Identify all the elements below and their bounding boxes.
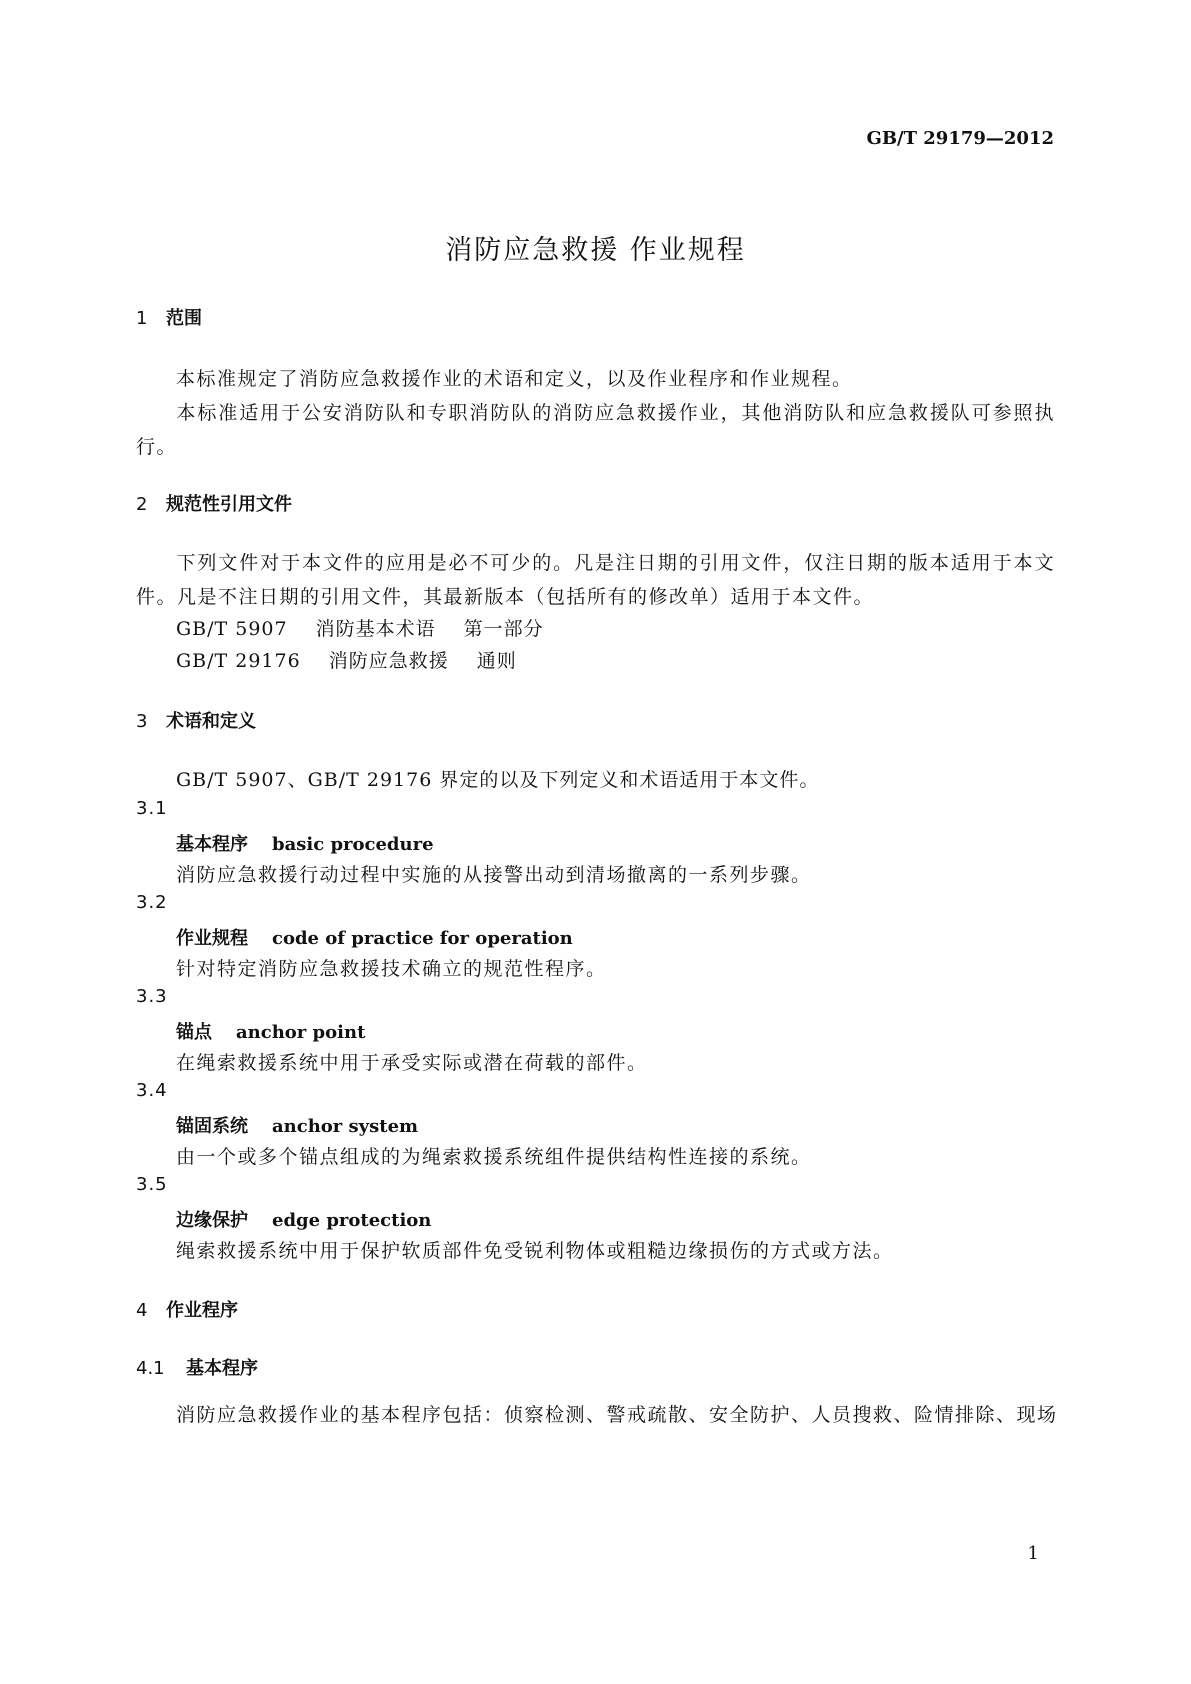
paragraph-text: 下列文件对于本文件的应用是必不可少的。凡是注日期的引用文件，仅注日期的版本适用于本文件。凡是不注日期的引用文件，其最新版本（包括所有的修改单）适用于本文件。: [136, 552, 1055, 608]
section-1-heading: [136, 304, 202, 330]
term-en: anchor point: [236, 1022, 366, 1043]
term-zh: 锚固系统: [176, 1116, 248, 1137]
term-definition: 绳索救援系统中用于保护软质部件免受锐利物体或粗糙边缘损伤的方式或方法。: [176, 1240, 894, 1262]
term-zh: 边缘保护: [176, 1210, 248, 1231]
term-en: code of practice for operation: [272, 928, 573, 949]
term-number: 3.4: [136, 1080, 168, 1101]
term-number: 3.2: [136, 892, 168, 913]
reference-code: GB/T 29176: [176, 650, 301, 672]
subsection-4-1-paragraph: 消防应急救援作业的基本程序包括：侦察检测、警戒疏散、安全防护、人员搜救、险情排除、现场: [176, 1404, 1058, 1426]
subsection-number: 4.1: [136, 1358, 165, 1379]
section-3-intro: GB/T 5907、GB/T 29176 界定的以及下列定义和术语适用于本文件。: [176, 769, 820, 791]
section-number: 1: [136, 308, 148, 329]
term-en: basic procedure: [272, 834, 434, 855]
paragraph-text: 本标准适用于公安消防队和专职消防队的消防应急救援作业，其他消防队和应急救援队可参照执行。: [136, 402, 1055, 458]
term-zh: 作业规程: [176, 928, 248, 949]
term-definition: 由一个或多个锚点组成的为绳索救援系统组件提供结构性连接的系统。: [176, 1146, 812, 1168]
term-definition: 在绳索救援系统中用于承受实际或潜在荷载的部件。: [176, 1052, 648, 1074]
reference-part: 第一部分: [463, 618, 544, 640]
section-1-paragraph-2: [136, 396, 1055, 464]
section-title: 作业程序: [166, 1300, 238, 1321]
term-zh: 锚点: [176, 1022, 212, 1043]
term-en: edge protection: [272, 1210, 432, 1231]
subsection-4-1-heading: [136, 1354, 258, 1380]
reference-part: 通则: [476, 650, 517, 672]
normative-reference: [176, 614, 544, 641]
term-entry: [176, 1018, 365, 1044]
section-3-heading: [136, 707, 256, 733]
section-2-paragraph-1: [136, 546, 1055, 614]
term-entry: [176, 924, 573, 950]
term-zh: 基本程序: [176, 834, 248, 855]
section-1-paragraph-1: [136, 362, 1055, 396]
paragraph-text: 本标准规定了消防应急救援作业的术语和定义，以及作业程序和作业规程。: [176, 368, 853, 390]
page-number: 1: [1027, 1543, 1039, 1564]
term-number: 3.5: [136, 1174, 168, 1195]
section-2-heading: [136, 490, 292, 516]
section-number: 3: [136, 711, 148, 732]
section-title: 规范性引用文件: [166, 494, 292, 515]
term-en: anchor system: [272, 1116, 419, 1137]
term-number: 3.1: [136, 798, 168, 819]
page-title: 消防应急救援 作业规程: [445, 235, 746, 266]
section-number: 4: [136, 1300, 148, 1321]
normative-reference: [176, 646, 517, 673]
reference-code: GB/T 5907: [176, 618, 288, 640]
section-number: 2: [136, 494, 148, 515]
section-title: 术语和定义: [166, 711, 256, 732]
term-number: 3.3: [136, 986, 168, 1007]
term-entry: [176, 830, 434, 856]
reference-title: 消防应急救援: [328, 650, 449, 672]
term-entry: [176, 1206, 431, 1232]
standard-code: GB/T 29179—2012: [866, 128, 1054, 149]
term-entry: [176, 1112, 418, 1138]
term-definition: 消防应急救援行动过程中实施的从接警出动到清场撤离的一系列步骤。: [176, 864, 812, 886]
section-4-heading: [136, 1296, 238, 1322]
section-title: 范围: [166, 308, 202, 329]
term-definition: 针对特定消防应急救援技术确立的规范性程序。: [176, 958, 607, 980]
reference-title: 消防基本术语: [315, 618, 436, 640]
subsection-title: 基本程序: [186, 1358, 258, 1379]
